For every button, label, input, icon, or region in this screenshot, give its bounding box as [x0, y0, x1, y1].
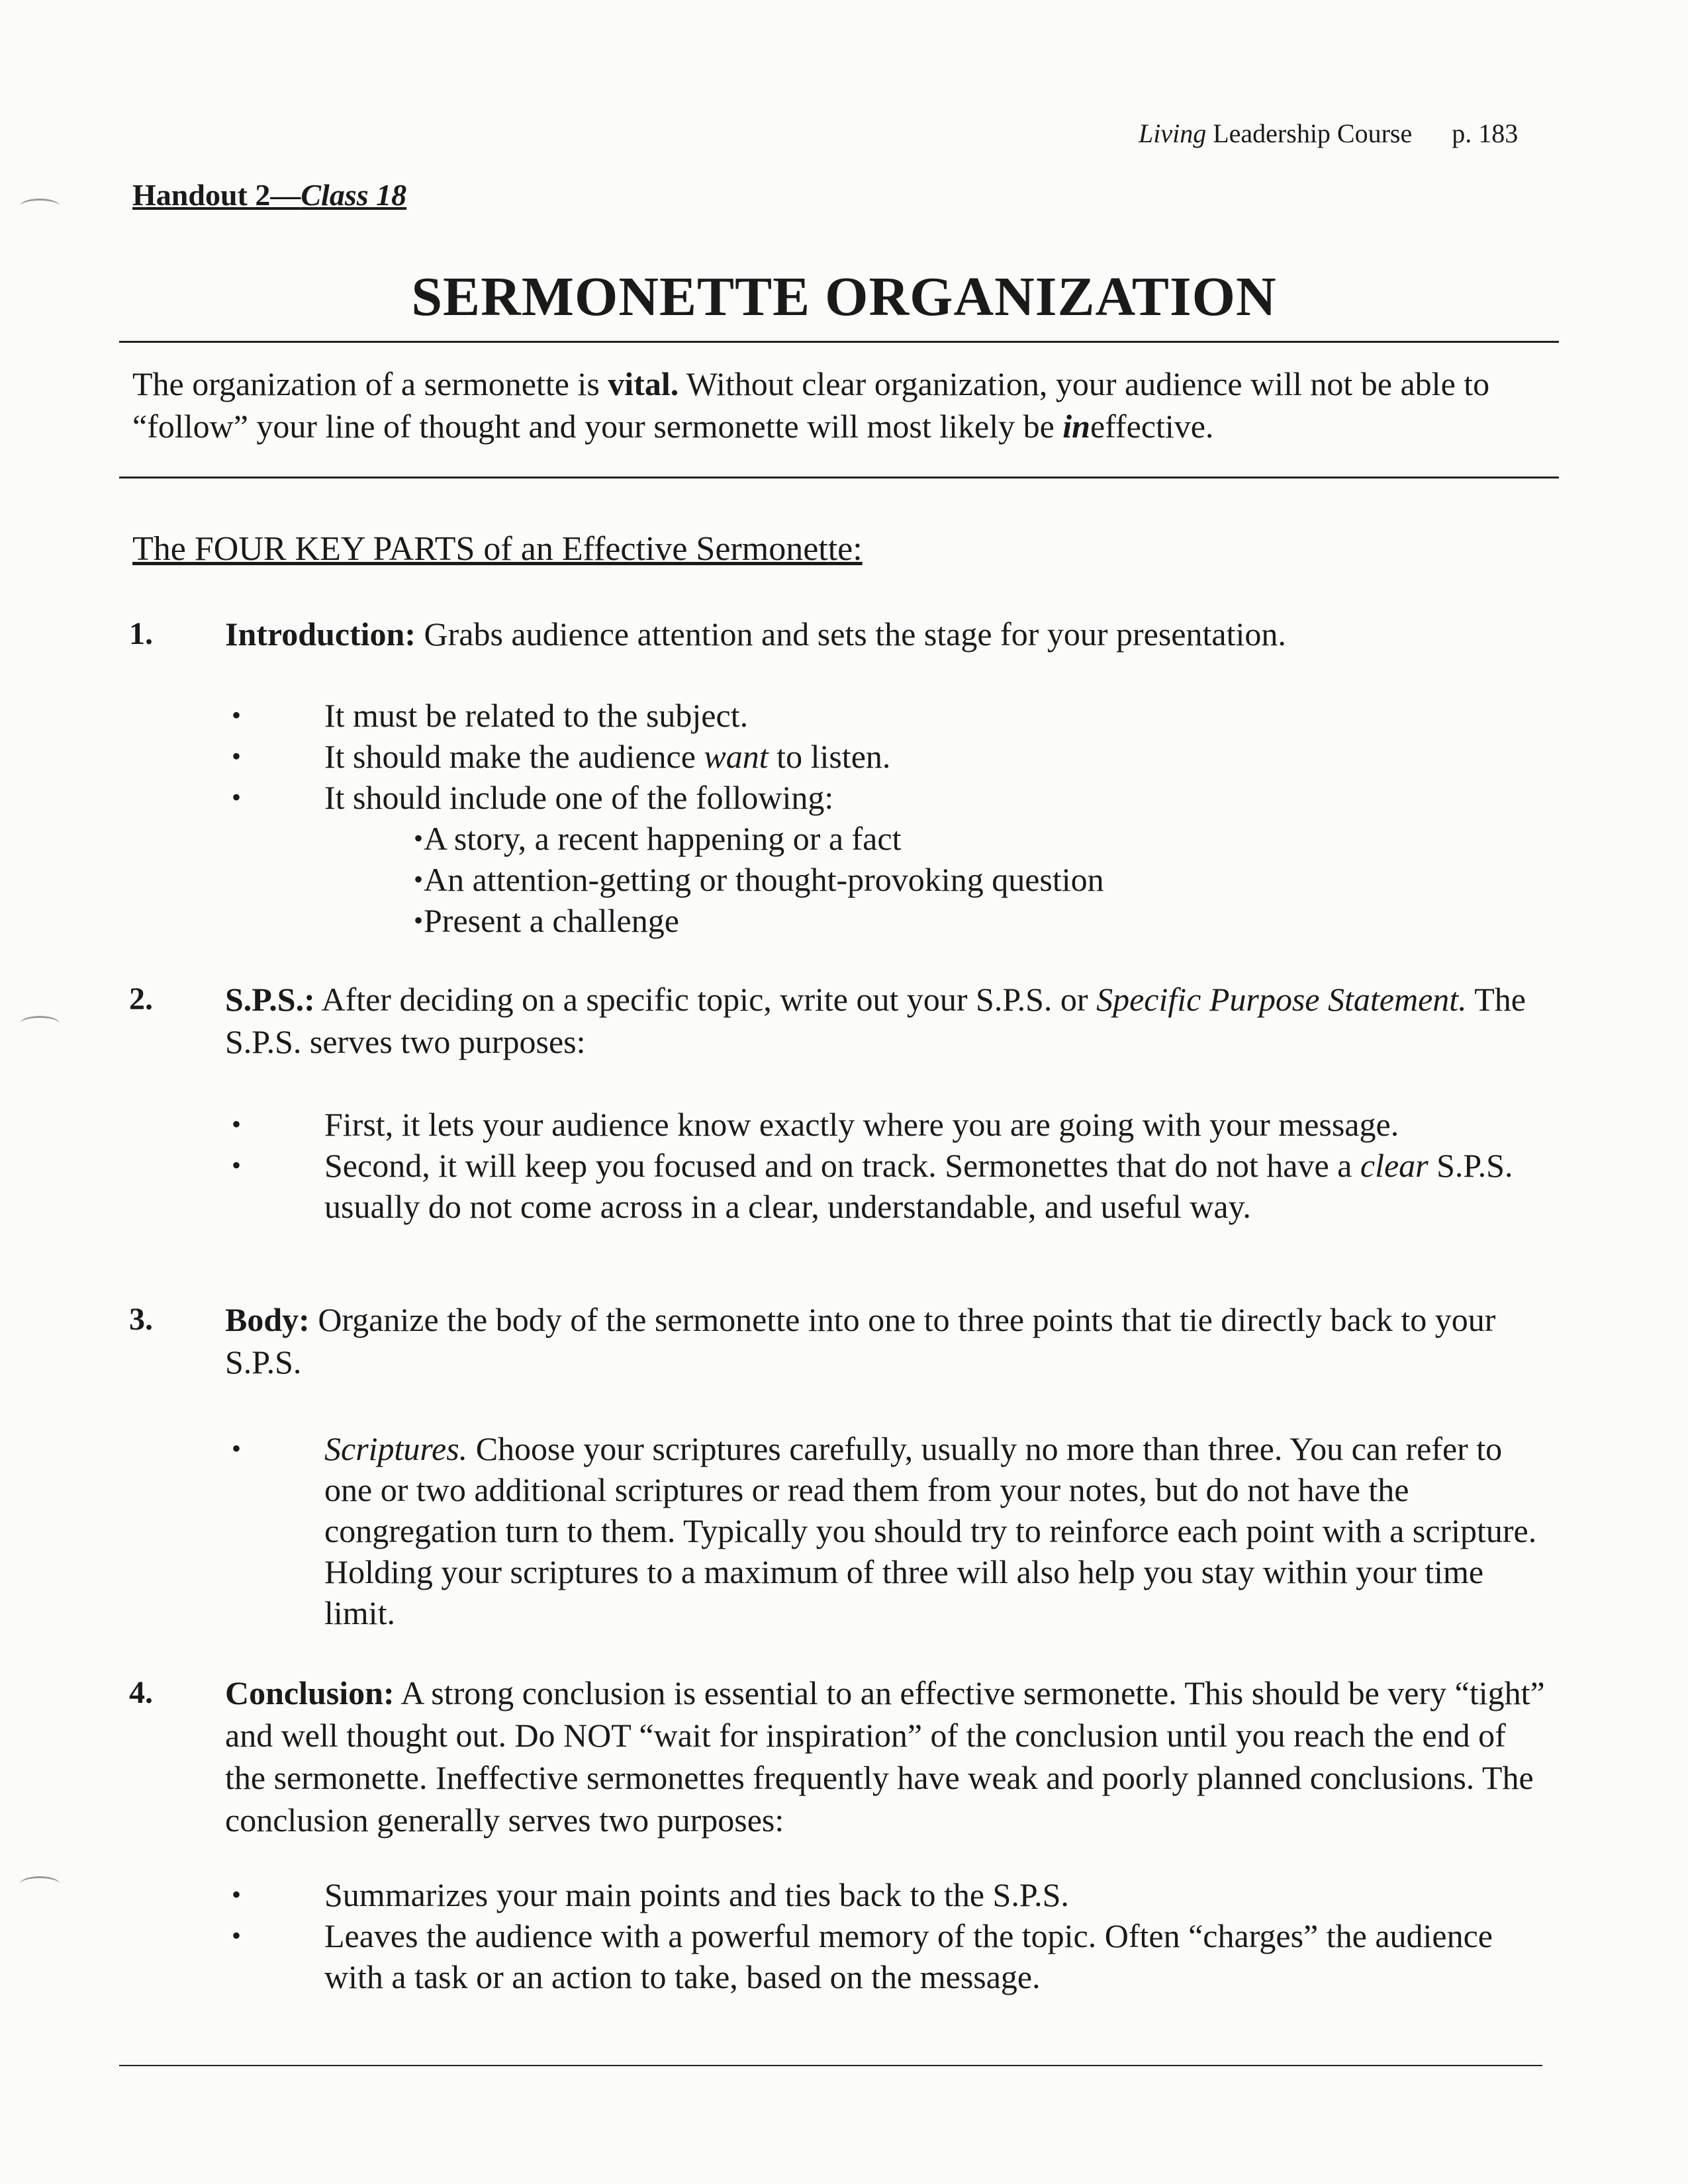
item-1-bullets [225, 695, 1549, 941]
bullet-text: It should include one of the following: [324, 779, 834, 816]
item-1-description: Grabs audience attention and sets the stage for your presentation. [416, 615, 1286, 653]
intro-text-1: The organization of a sermonette is [132, 365, 608, 402]
bullet-text: Choose your scriptures carefully, usually no more than three. You can refer to one or two additional scriptures or read them from your notes, but do not have the congregation turn to them. Typically you should try to reinforce each point with a scripture. Holding your scriptures to a maximum of three will also help you stay within your time limit. [324, 1430, 1537, 1631]
bullet-text: to listen. [768, 738, 891, 775]
list-item [225, 1145, 1549, 1227]
intro-bold: vital. [608, 365, 679, 402]
page-number: p. 183 [1452, 118, 1519, 148]
item-2-label: S.P.S.: [225, 981, 315, 1018]
item-2-description: After deciding on a specific topic, write out your S.P.S. or [314, 981, 1097, 1018]
item-1-text [225, 613, 1549, 655]
item-2-text [225, 978, 1549, 1063]
item-number-3: 3. [129, 1302, 153, 1337]
list-item [324, 900, 1549, 941]
bullet-text: It should make the audience [324, 738, 704, 775]
item-4-description: A strong conclusion is essential to an effective sermonette. This should be very “tight” and well thought out. Do NOT “wait for inspiration” of the conclusion until you reach the end of the sermonette. Ineffective sermonettes frequently have weak and poorly planned conclusions. The conclusion generally serves two purposes: [225, 1674, 1545, 1839]
item-3-text [225, 1298, 1549, 1383]
list-item [225, 777, 1549, 941]
item-1-label: Introduction: [225, 615, 416, 653]
list-item [225, 1428, 1549, 1633]
punch-hole-mark [20, 199, 60, 214]
intro-bold-italic: in [1062, 408, 1090, 445]
title-divider [119, 341, 1559, 343]
running-head [1139, 118, 1518, 149]
item-number-4: 4. [129, 1675, 153, 1710]
handout-number: Handout 2— [132, 178, 301, 212]
sub-bullet-text: A story, a recent happening or a fact [424, 820, 902, 857]
item-number-2: 2. [129, 981, 153, 1017]
item-3-description: Organize the body of the sermonette into one to three points that tie directly back to your S.P.S. [225, 1301, 1496, 1381]
list-item [225, 1874, 1549, 1915]
list-item [225, 1915, 1549, 1997]
section-heading: The FOUR KEY PARTS of an Effective Sermonette: [132, 530, 863, 568]
list-item [225, 695, 1549, 736]
bullet-text: Summarizes your main points and ties back to the S.P.S. [324, 1876, 1069, 1913]
bullet-text: S.P.S. usually do not come across in a clear, understandable, and useful way. [324, 1147, 1513, 1225]
bullet-emphasis: clear [1360, 1147, 1429, 1184]
bullet-emphasis: Scriptures. [324, 1430, 468, 1467]
footer-divider [119, 2065, 1542, 2066]
course-name-italic: Living [1139, 118, 1207, 148]
item-4-text [225, 1672, 1549, 1841]
intro-text-2: Without clear organization, your audience will not be able to “follow” your line of thought and your sermonette will most likely be [132, 365, 1490, 445]
bullet-text: It must be related to the subject. [324, 697, 749, 734]
handout-label [132, 177, 406, 212]
item-4-label: Conclusion: [225, 1674, 395, 1711]
bullet-text: Second, it will keep you focused and on track. Sermonettes that do not have a [324, 1147, 1360, 1184]
sub-bullet-text: An attention-getting or thought-provoking question [424, 861, 1104, 898]
sub-bullet-text: Present a challenge [424, 902, 679, 939]
punch-hole-mark [20, 1016, 60, 1031]
item-3-label: Body: [225, 1301, 310, 1338]
course-name: Leadership Course [1206, 118, 1413, 148]
handout-class: Class 18 [301, 178, 407, 212]
item-number-1: 1. [129, 616, 153, 651]
item-2-description-end: The S.P.S. serves two purposes: [225, 981, 1526, 1060]
item-1-sub-bullets [324, 818, 1549, 941]
bullet-emphasis: want [704, 738, 769, 775]
item-2-italic: Specific Purpose Statement. [1096, 981, 1467, 1018]
punch-hole-mark [20, 1876, 60, 1891]
list-item [225, 1104, 1549, 1145]
list-item [324, 818, 1549, 859]
page-title: SERMONETTE ORGANIZATION [411, 266, 1277, 328]
list-item [225, 736, 1549, 777]
item-3-bullets [225, 1428, 1549, 1633]
bullet-text: First, it lets your audience know exactly where you are going with your message. [324, 1106, 1399, 1143]
intro-divider [119, 477, 1559, 478]
item-2-bullets [225, 1104, 1549, 1227]
bullet-text: Leaves the audience with a powerful memory of the topic. Often “charges” the audience with a task or an action to take, based on the message. [324, 1917, 1493, 1995]
item-4-bullets [225, 1874, 1549, 1997]
list-item [324, 859, 1549, 900]
intro-text-3: effective. [1090, 408, 1214, 445]
intro-paragraph [132, 363, 1556, 447]
